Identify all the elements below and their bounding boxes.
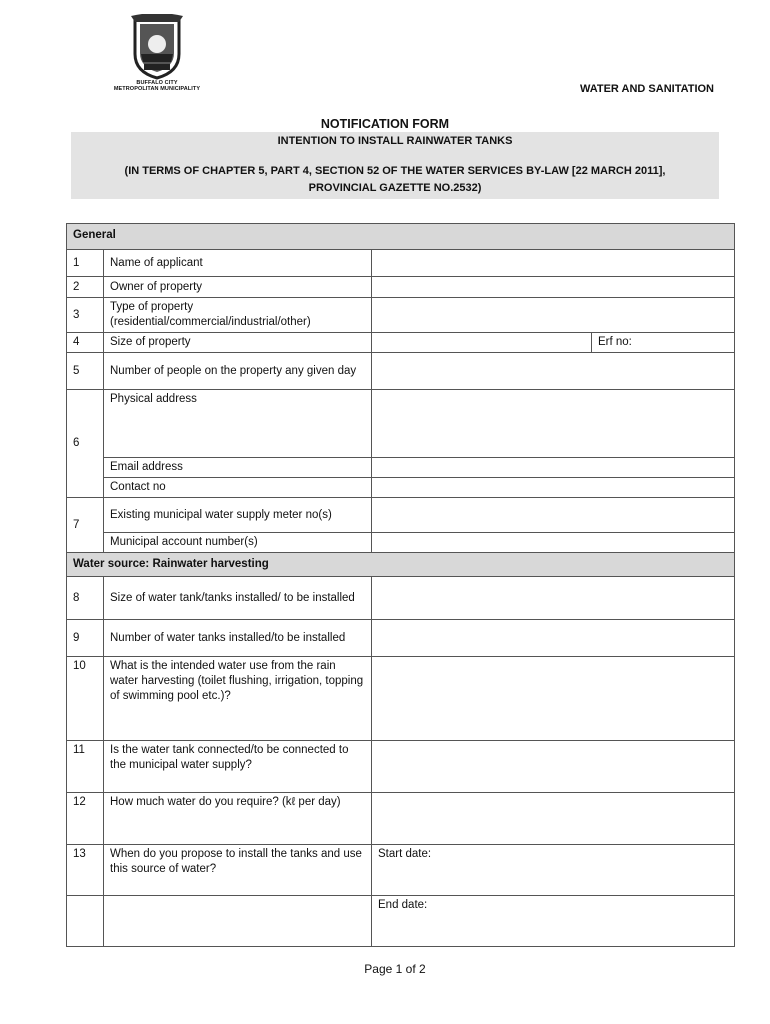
empty-cell (104, 896, 372, 947)
row-number: 11 (67, 741, 104, 793)
municipality-logo (100, 14, 214, 98)
row-number: 10 (67, 657, 104, 741)
logo-line-2: METROPOLITAN MUNICIPALITY (113, 86, 201, 92)
tank-size-field[interactable] (372, 577, 735, 620)
field-label-water-required: How much water do you require? (kℓ per day) (104, 793, 372, 845)
water-required-field[interactable] (372, 793, 735, 845)
section-general: General (67, 224, 735, 250)
empty-cell (67, 896, 104, 947)
field-label-tank-size: Size of water tank/tanks installed/ to be installed (104, 577, 372, 620)
meter-no-field[interactable] (372, 498, 735, 533)
field-label-physical-address: Physical address (104, 390, 372, 458)
start-date-field[interactable]: Start date: (372, 845, 735, 896)
row-number: 2 (67, 277, 104, 298)
field-label-type-of-property: Type of property (residential/commercial/industrial/other) (104, 298, 372, 333)
row-number: 1 (67, 250, 104, 277)
intended-water-use-field[interactable] (372, 657, 735, 741)
field-label-intended-water-use: What is the intended water use from the rain water harvesting (toilet flushing, irrigation, topping of swimming pool etc.)? (104, 657, 372, 741)
email-address-field[interactable] (372, 458, 735, 478)
field-label-meter-no: Existing municipal water supply meter no(s) (104, 498, 372, 533)
department-label: WATER AND SANITATION (579, 83, 714, 95)
field-label-size-of-property: Size of property (104, 333, 372, 353)
field-label-connected-to-supply: Is the water tank connected/to be connected to the municipal water supply? (104, 741, 372, 793)
form-subtitle: INTENTION TO INSTALL RAINWATER TANKS (277, 135, 513, 147)
notification-form-table (66, 223, 735, 947)
row-number: 4 (67, 333, 104, 353)
section-water-source: Water source: Rainwater harvesting (67, 553, 735, 577)
erf-no-field[interactable]: Erf no: (592, 333, 735, 353)
field-label-number-of-people: Number of people on the property any given day (104, 353, 372, 390)
field-label-name-of-applicant: Name of applicant (104, 250, 372, 277)
form-header-box (71, 132, 719, 199)
account-number-field[interactable] (372, 533, 735, 553)
field-label-email-address: Email address (104, 458, 372, 478)
row-number: 13 (67, 845, 104, 896)
physical-address-field[interactable] (372, 390, 735, 458)
row-number: 6 (67, 390, 104, 498)
number-of-tanks-field[interactable] (372, 620, 735, 657)
size-of-property-field[interactable] (372, 333, 592, 353)
row-number: 3 (67, 298, 104, 333)
field-label-install-timing: When do you propose to install the tanks and use this source of water? (104, 845, 372, 896)
field-label-account-number: Municipal account number(s) (104, 533, 372, 553)
field-label-contact-no: Contact no (104, 478, 372, 498)
row-number: 12 (67, 793, 104, 845)
field-label-owner-of-property: Owner of property (104, 277, 372, 298)
row-number: 8 (67, 577, 104, 620)
crest-icon (127, 14, 187, 80)
owner-of-property-field[interactable] (372, 277, 735, 298)
connected-to-supply-field[interactable] (372, 741, 735, 793)
type-of-property-field[interactable] (372, 298, 735, 333)
form-title: NOTIFICATION FORM (320, 117, 450, 131)
end-date-field[interactable]: End date: (372, 896, 735, 947)
contact-no-field[interactable] (372, 478, 735, 498)
law-reference: (IN TERMS OF CHAPTER 5, PART 4, SECTION 52 OF THE WATER SERVICES BY-LAW [22 MARCH 2011], PROVINCIAL GAZETTE NO.2532) (124, 165, 666, 194)
row-number: 5 (67, 353, 104, 390)
row-number: 9 (67, 620, 104, 657)
page-number: Page 1 of 2 (364, 962, 426, 976)
name-of-applicant-field[interactable] (372, 250, 735, 277)
row-number: 7 (67, 498, 104, 553)
number-of-people-field[interactable] (372, 353, 735, 390)
field-label-number-of-tanks: Number of water tanks installed/to be installed (104, 620, 372, 657)
logo-line-1: BUFFALO CITY (136, 80, 178, 86)
